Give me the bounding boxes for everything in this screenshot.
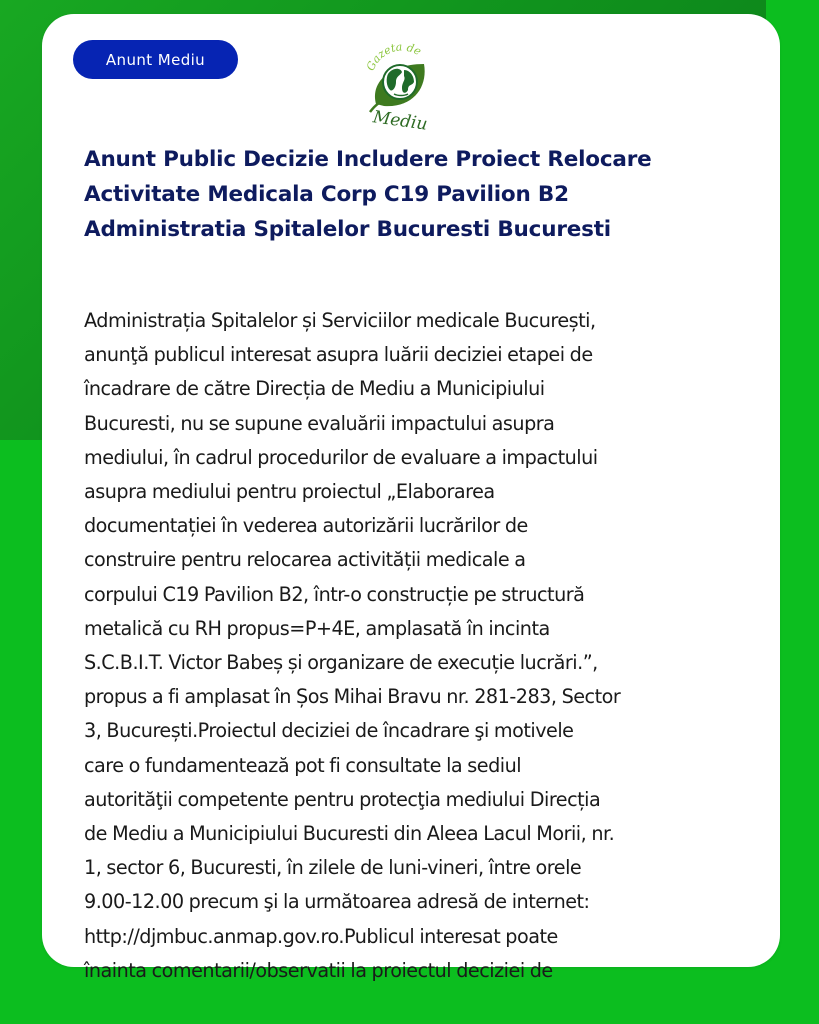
body-line: 3, București.Proiectul deciziei de încadrare şi motivele (84, 719, 574, 743)
body-line: 9.00-12.00 precum şi la următoarea adresă de internet: (84, 890, 590, 914)
category-badge[interactable] (73, 40, 238, 79)
body-line: http://djmbuc.anmap.gov.ro.Publicul interesat poate (84, 924, 558, 948)
gazeta-de-mediu-logo (350, 34, 450, 134)
announcement-body (84, 304, 744, 988)
body-line: propus a fi amplasat în Șos Mihai Bravu nr. 281-283, Sector (84, 685, 621, 709)
title-line: Administratia Spitalelor Bucuresti Bucuresti (84, 217, 611, 242)
body-line: documentației în vederea autorizării lucrărilor de (84, 514, 528, 538)
body-line: încadrare de către Direcția de Mediu a Municipiului (84, 377, 545, 401)
body-line: înainta comentarii/observatii la proiectul deciziei de (84, 958, 553, 982)
body-line: Bucuresti, nu se supune evaluării impactului asupra (84, 411, 555, 435)
body-line: metalică cu RH propus=P+4E, amplasată în incinta (84, 616, 550, 640)
announcement-title (84, 142, 754, 247)
announcement-card (42, 14, 780, 982)
globe-leaf-icon (350, 34, 450, 134)
body-line: 1, sector 6, Bucuresti, în zilele de luni-vineri, între orele (84, 856, 582, 880)
category-badge-label: Anunt Mediu (105, 50, 206, 69)
body-line: construire pentru relocarea activității medicale a (84, 548, 526, 572)
body-line: corpului C19 Pavilion B2, într-o construcție pe structură (84, 582, 585, 606)
body-line: mediului, în cadrul procedurilor de evaluare a impactului (84, 445, 598, 469)
title-line: Anunt Public Decizie Includere Proiect Relocare (84, 147, 652, 172)
body-line: asupra mediului pentru proiectul „Elaborarea (84, 480, 495, 504)
body-line: anunţă publicul interesat asupra luării deciziei etapei de (84, 343, 593, 367)
svg-text:Gazeta de: Gazeta de (363, 40, 424, 73)
body-line: S.C.B.I.T. Victor Babeș și organizare de execuție lucrări.”, (84, 651, 598, 675)
body-line: de Mediu a Municipiului Bucuresti din Aleea Lacul Morii, nr. (84, 822, 615, 846)
body-line: Administrația Spitalelor și Serviciilor medicale București, (84, 309, 596, 332)
body-line: care o fundamentează pot fi consultate la sediul (84, 753, 522, 777)
title-line: Activitate Medicala Corp C19 Pavilion B2 (84, 182, 569, 207)
svg-text:Mediu: Mediu (371, 107, 429, 134)
body-line: autorităţii competente pentru protecţia mediului Direcția (84, 787, 601, 811)
